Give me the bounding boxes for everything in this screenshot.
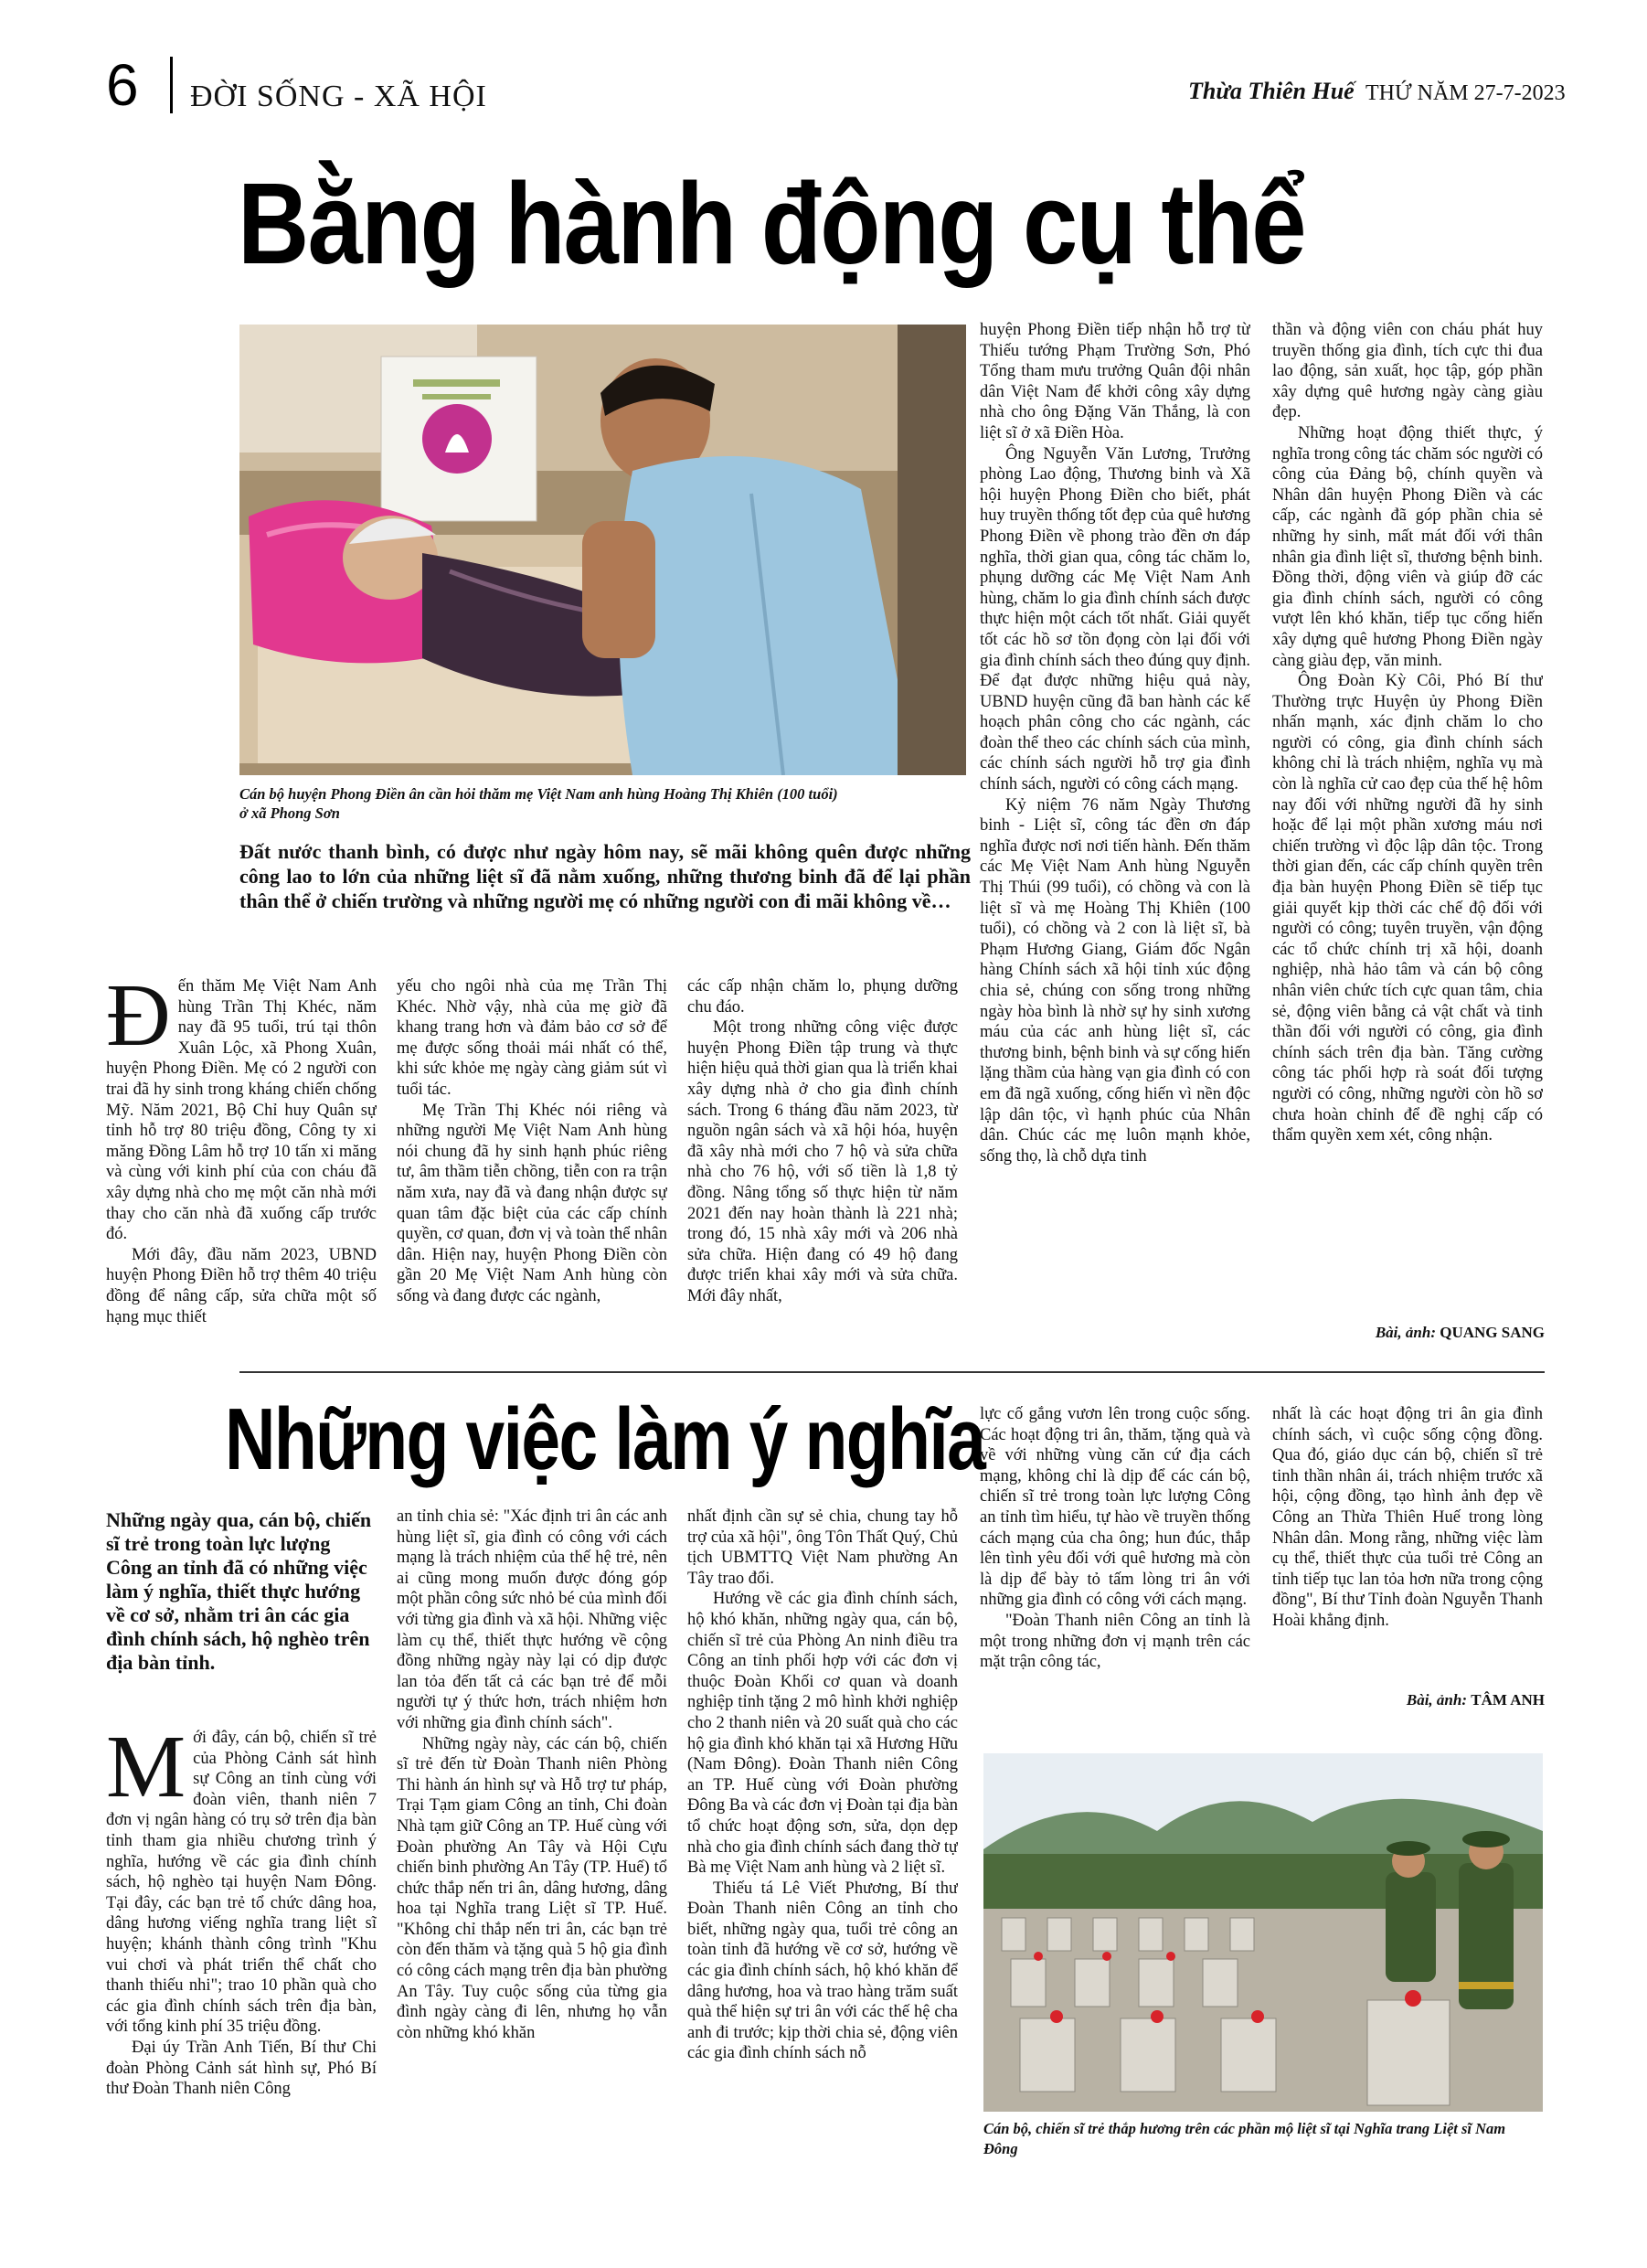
section-title: ĐỜI SỐNG - XÃ HỘI [190, 80, 487, 113]
article2-col2 [397, 1507, 667, 2183]
article1-col5-p2: Những hoạt động thiết thực, ý nghĩa trong công tác chăm sóc người có công của Đảng bộ, chính quyền và Nhân dân huyện Phong Điền và các cấp, các ngành đã góp phần chia sẻ những hy sinh, mất mát đối với thân nhân gia đình liệt sĩ, thương bệnh binh. Đồng thời, động viên và giúp đỡ các gia đình chính sách, người có công vượt lên khó khăn, tiếp tục cống hiến xây dựng quê hương Phong Điền ngày càng giàu đẹp, văn minh. [1272, 423, 1543, 670]
cemetery-incense-image [983, 1753, 1543, 2112]
caption-line-1: Cán bộ huyện Phong Điền ân cần hỏi thăm mẹ Việt Nam anh hùng Hoàng Thị Khiên (100 tuổi) [239, 785, 838, 803]
article2-col4-p2: "Đoàn Thanh niên Công an tỉnh là một trong những đơn vị mạnh trên các mặt trận công tác, [980, 1611, 1250, 1672]
article2-col5-p1: nhất là các hoạt động tri ân gia đình chính sách, vì cuộc sống cộng đồng. Qua đó, giáo dục cán bộ, chiến sĩ trẻ tinh thần nhân ái, trách nhiệm trước xã hội, cộng đồng, tạo hình ảnh đẹp về Công an Thừa Thiên Huế trong lòng Nhân dân. Mong rằng, những việc làm cụ thể, thiết thực của tuổi trẻ Công an tỉnh tiếp tục lan tỏa hơn nữa trong cộng đồng", Bí thư Tỉnh đoàn Nguyễn Thanh Hoài khẳng định. [1272, 1405, 1543, 1630]
article2-col3-p1: nhất định cần sự sẻ chia, chung tay hỗ trợ của xã hội", ông Tôn Thất Quý, Chủ tịch UBMTTQ Việt Nam phường An Tây trao đổi. [687, 1507, 958, 1588]
page-number: 6 [106, 52, 139, 118]
article2-col1-p1: ới đây, cán bộ, chiến sĩ trẻ của Phòng Cảnh sát hình sự Công an tỉnh cùng với đoàn viên, thanh niên 7 đơn vị ngân hàng có trụ sở trên địa bàn tỉnh tham gia nhiều chương trình ý nghĩa, hướng về các gia đình chính sách, hộ nghèo tại huyện Nam Đông. Tại đây, các bạn trẻ tổ chức dâng hoa, dâng hương viếng nghĩa trang liệt sĩ huyện; khánh thành công trình "Khu vui chơi và phát triển thể chất cho thanh thiếu nhi"; trao 10 phần quà cho các gia đình chính sách trên địa bàn, với tổng kinh phí 35 triệu đồng. [106, 1729, 377, 2037]
article1-col4-p1: huyện Phong Điền tiếp nhận hỗ trợ từ Thiếu tướng Phạm Trường Sơn, Phó Tổng tham mưu trưởng Quân đội nhân dân Việt Nam để khởi công xây dựng nhà cho ông Đặng Văn Thắng, là con liệt sĩ ở xã Điền Hòa. [980, 321, 1250, 442]
article2-col4-p1: lực cố gắng vươn lên trong cuộc sống. Các hoạt động tri ân, thăm, tặng quà và về với những vùng căn cứ địa cách mạng, không chỉ là dịp để các cán bộ, chiến sĩ trẻ trong toàn lực lượng Công an tỉnh tìm hiểu, tự hào về truyền thống cách mạng của cha ông; hun đúc, thắp lên tình yêu đối với quê hương mà còn là dịp để bày tỏ tấm lòng tri ân với những gia đình có công với cách mạng. [980, 1405, 1250, 1610]
article2-headline: Những việc làm ý nghĩa [225, 1390, 985, 1488]
article1-col2-p1: yếu cho ngôi nhà của mẹ Trần Thị Khéc. Nhờ vậy, nhà của mẹ giờ đã khang trang hơn và đảm bảo cơ sở để mẹ được sống thoải mái nhất có thể, khi sức khỏe mẹ ngày càng giảm sút vì tuổi tác. [397, 977, 667, 1099]
article2-col4 [980, 1404, 1250, 1717]
article1-col3-p1: các cấp nhận chăm lo, phụng dưỡng chu đáo. [687, 977, 958, 1017]
article2-byline [1272, 1691, 1545, 1709]
byline-label: Bài, ảnh: [1375, 1324, 1436, 1341]
article2-dropcap: M [106, 1728, 186, 1816]
byline-label: Bài, ảnh: [1406, 1691, 1467, 1709]
article1-photo [239, 325, 966, 775]
article1-col2-p2: Mẹ Trần Thị Khéc nói riêng và những người Mẹ Việt Nam Anh hùng nói chung đã hy sinh hạnh phúc riêng tư, âm thầm tiễn chồng, tiễn con ra trận năm xưa, nay đã và đang nhận được sự quan tâm đặc biệt của các cấp chính quyền, cơ quan, đơn vị và toàn thể nhân dân. Hiện nay, huyện Phong Điền còn gần 20 Mẹ Việt Nam Anh hùng còn sống và đang được các ngành, [397, 1101, 667, 1305]
article2-photo [983, 1753, 1543, 2112]
article1-col4 [980, 320, 1250, 1355]
article2-col3-p3: Thiếu tá Lê Viết Phương, Bí thư Đoàn Thanh niên Công an tỉnh cho biết, những ngày qua, tuổi trẻ công an toàn tỉnh đã hướng về cơ sở, hướng về các gia đình chính sách, hộ khó khăn để dâng hương, hoa và trao hàng trăm suất quà thể hiện sự tri ân với các thế hệ cha anh đi trước; kịp thời chia sẻ, động viên các gia đình chính sách nỗ [687, 1879, 958, 2063]
article2-col1 [106, 1728, 377, 2185]
header-divider [170, 57, 173, 113]
article1-col5-p1: thần và động viên con cháu phát huy truyền thống gia đình, tích cực thi đua lao động, sản xuất, học tập, góp phần xây dựng quê hương ngày càng giàu đẹp. [1272, 321, 1543, 422]
article-separator [239, 1371, 1545, 1373]
article1-col4-p3: Kỷ niệm 76 năm Ngày Thương binh - Liệt sĩ, công tác đền ơn đáp nghĩa được nơi nơi tiến hành. Đến thăm các Mẹ Việt Nam Anh hùng Nguyễn Thị Thúi (99 tuổi), có chồng và con là liệt sĩ và mẹ Hoàng Thị Khiên (100 tuổi), có chồng và 2 con là liệt sĩ, bà Phạm Hương Giang, Giám đốc Ngân hàng Chính sách xã hội tỉnh xúc động chia sẻ, chúng con sống trong những ngày hòa bình là nhờ sự hy sinh xương máu của các anh hùng liệt sĩ, các thương binh, bệnh binh và sự cống hiến lặng thầm của hàng vạn gia đình có con em đã ngã xuống, cống hiến vì nền độc lập dân tộc, vì hạnh phúc của Nhân dân. Chúc các mẹ luôn mạnh khỏe, sống thọ, là chỗ dựa tinh [980, 795, 1250, 1166]
article2-lede: Những ngày qua, cán bộ, chiến sĩ trẻ trong toàn lực lượng Công an tỉnh đã có những việc làm ý nghĩa, thiết thực hướng về cơ sở, nhằm tri ân các gia đình chính sách, hộ nghèo trên địa bàn tỉnh. [106, 1508, 372, 1674]
issue-date: THỨ NĂM 27-7-2023 [1365, 81, 1566, 105]
article1-col5-p3: Ông Đoàn Kỳ Côi, Phó Bí thư Thường trực Huyện ủy Phong Điền nhấn mạnh, xác định chăm lo cho người có công, gia đình chính sách không chỉ là trách nhiệm, nghĩa vụ mà còn là nghĩa cử cao đẹp của thế hệ hôm nay đối với những người đã hy sinh hoặc để lại một phần xương máu nơi chiến trường vì độc lập dân tộc. Trong thời gian đến, các cấp chính quyền trên địa bàn huyện Phong Điền sẽ tiếp tục giải quyết kịp thời các chế độ đối với người có công; tuyên truyền, vận động các tổ chức chính trị xã hội, doanh nghiệp, nhà hảo tâm và cán bộ công nhân viên chức tích cực quan tâm, chia sẻ, động viên bằng cả vật chất và tinh thần đối với người có công, gia đình chính sách trên địa bàn. Tăng cường công tác phối hợp rà soát đối tượng người có công, những người còn hồ sơ chưa hoàn chỉnh để đề nghị cấp có thẩm quyền xem xét, công nhận. [1272, 672, 1543, 1145]
article2-col2-p1: an tỉnh chia sẻ: "Xác định tri ân các anh hùng liệt sĩ, gia đình có công với cách mạng là trách nhiệm của thế hệ trẻ, nên ai cũng mong muốn được đóng góp một phần công sức nhỏ bé của mình đối với từng gia đình và xã hội. Những việc làm cụ thể, thiết thực hướng về cộng đồng những ngày này lại có dịp được lan tỏa đến tất cả các bạn trẻ để mỗi người tự ý thức hơn, trách nhiệm hơn với những gia đình chính sách". [397, 1507, 667, 1732]
caption-line-2: ở xã Phong Sơn [239, 804, 340, 822]
article2-col5 [1272, 1404, 1543, 1678]
article1-byline [1272, 1324, 1545, 1342]
article2-col3 [687, 1507, 958, 2183]
article1-headline: Bằng hành động cụ thể [238, 159, 1305, 288]
byline-name: QUANG SANG [1440, 1324, 1545, 1341]
article1-lede: Đất nước thanh bình, có được như ngày hôm nay, sẽ mãi không quên được những công lao to lớn của những liệt sĩ đã nằm xuống, những thương binh đã để lại phần thân thể ở chiến trường và những người mẹ có những người con đi mãi không về… [239, 840, 971, 912]
article2-photo-caption: Cán bộ, chiến sĩ trẻ thắp hương trên các phần mộ liệt sĩ tại Nghĩa trang Liệt sĩ Nam Đông [983, 2120, 1506, 2157]
article2-col3-p2: Hướng về các gia đình chính sách, hộ khó khăn, những ngày qua, cán bộ, chiến sĩ trẻ của Phòng An ninh điều tra Công an tỉnh phối hợp với các đơn vị thuộc Đoàn Khối cơ quan và doanh nghiệp tỉnh tặng 2 mô hình khởi nghiệp cho 2 thanh niên và 20 suất quà cho các hộ gia đình khó khăn tại xã Hương Hữu (Nam Đông). Đoàn Thanh niên Công an TP. Huế cùng với Đoàn phường Đông Ba và các đơn vị Đoàn tại địa bàn tổ chức hoạt động sơn, sửa, dọn dẹp nhà cho gia đình chính sách đang thờ tự Bà mẹ Việt Nam anh hùng và 2 liệt sĩ. [687, 1590, 958, 1878]
article1-col1-p2: Mới đây, đầu năm 2023, UBND huyện Phong Điền hỗ trợ thêm 40 triệu đồng để nâng cấp, sửa chữa một số hạng mục thiết [106, 1245, 377, 1326]
brand-name: Thừa Thiên Huế [1188, 78, 1355, 104]
article1-col1 [106, 976, 377, 1353]
byline-name: TÂM ANH [1471, 1691, 1545, 1709]
article1-col3-p2: Một trong những công việc được huyện Phong Điền tập trung và thực hiện hiệu quả thời gian qua là triển khai xây dựng nhà ở cho gia đình chính sách. Trong 6 tháng đầu năm 2023, từ nguồn ngân sách và xã hội hóa, huyện đã xây nhà mới cho 7 hộ và sửa chữa nhà cho 76 hộ, với số tiền là 1,8 tỷ đồng. Nâng tổng số thực hiện từ năm 2021 đến nay hoàn thành là 221 nhà; trong đó, 15 nhà xây mới và 206 nhà sửa chữa. Hiện đang có 49 hộ đang được triển khai xây mới và sửa chữa. Mới đây nhất, [687, 1018, 958, 1305]
article1-photo-caption [239, 784, 971, 823]
article1-col2 [397, 976, 667, 1353]
article1-col5 [1272, 320, 1543, 1316]
article1-col4-p2: Ông Nguyễn Văn Lương, Trưởng phòng Lao động, Thương binh và Xã hội huyện Phong Điền cho biết, phát huy truyền thống tốt đẹp của quê hương Phong Điền về phong trào đền ơn đáp nghĩa, thời gian qua, công tác chăm lo, phụng dưỡng các Mẹ Việt Nam Anh hùng, chăm lo gia đình chính sách được thực hiện một cách tốt nhất. Giải quyết tốt các hồ sơ tồn đọng còn lại đối với gia đình chính sách theo đúng quy định. Để đạt được những hiệu quả này, UBND huyện cũng đã ban hành các kế hoạch phân công cho các ngành, các đoàn thể theo các chính sách của mình, các chính sách người hỗ trợ gia đình chính sách, người có công cách mạng. [980, 444, 1250, 794]
elderly-visit-image [239, 325, 966, 775]
article2-col1-p2: Đại úy Trần Anh Tiến, Bí thư Chi đoàn Phòng Cảnh sát hình sự, Phó Bí thư Đoàn Thanh niên Công [106, 2038, 377, 2099]
article1-dropcap: Đ [106, 976, 171, 1065]
article1-col1-p1: ến thăm Mẹ Việt Nam Anh hùng Trần Thị Khéc, năm nay đã 95 tuổi, trú tại thôn Xuân Lộc, xã Phong Xuân, huyện Phong Điền. Mẹ có 2 người con trai đã hy sinh trong kháng chiến chống Mỹ. Năm 2021, Bộ Chỉ huy Quân sự tỉnh hỗ trợ 80 triệu đồng, Công ty xi măng Đồng Lâm hỗ trợ 10 tấn xi măng và cùng với kinh phí của con cháu đã xây dựng nhà cho mẹ một căn nhà mới thay cho căn nhà đã xuống cấp trước đó. [106, 977, 377, 1244]
article2-col2-p2: Những ngày này, các cán bộ, chiến sĩ trẻ đến từ Đoàn Thanh niên Phòng Thi hành án hình sự và Hỗ trợ tư pháp, Trại Tạm giam Công an tỉnh, Chi đoàn Nhà tạm giữ Công an TP. Huế cùng với Đoàn phường An Tây và Hội Cựu chiến binh phường An Tây (TP. Huế) tổ chức thắp nến tri ân, dâng hương, dâng hoa tại Nghĩa trang Liệt sĩ TP. Huế. "Không chỉ thắp nến tri ân, các bạn trẻ còn đến thăm và tặng quà 5 hộ gia đình có công cách mạng trên địa bàn phường An Tây. Tuy cuộc sống của từng gia đình ngày càng đi lên, nhưng họ vẫn còn những khó khăn [397, 1734, 667, 2042]
article1-col3 [687, 976, 958, 1353]
